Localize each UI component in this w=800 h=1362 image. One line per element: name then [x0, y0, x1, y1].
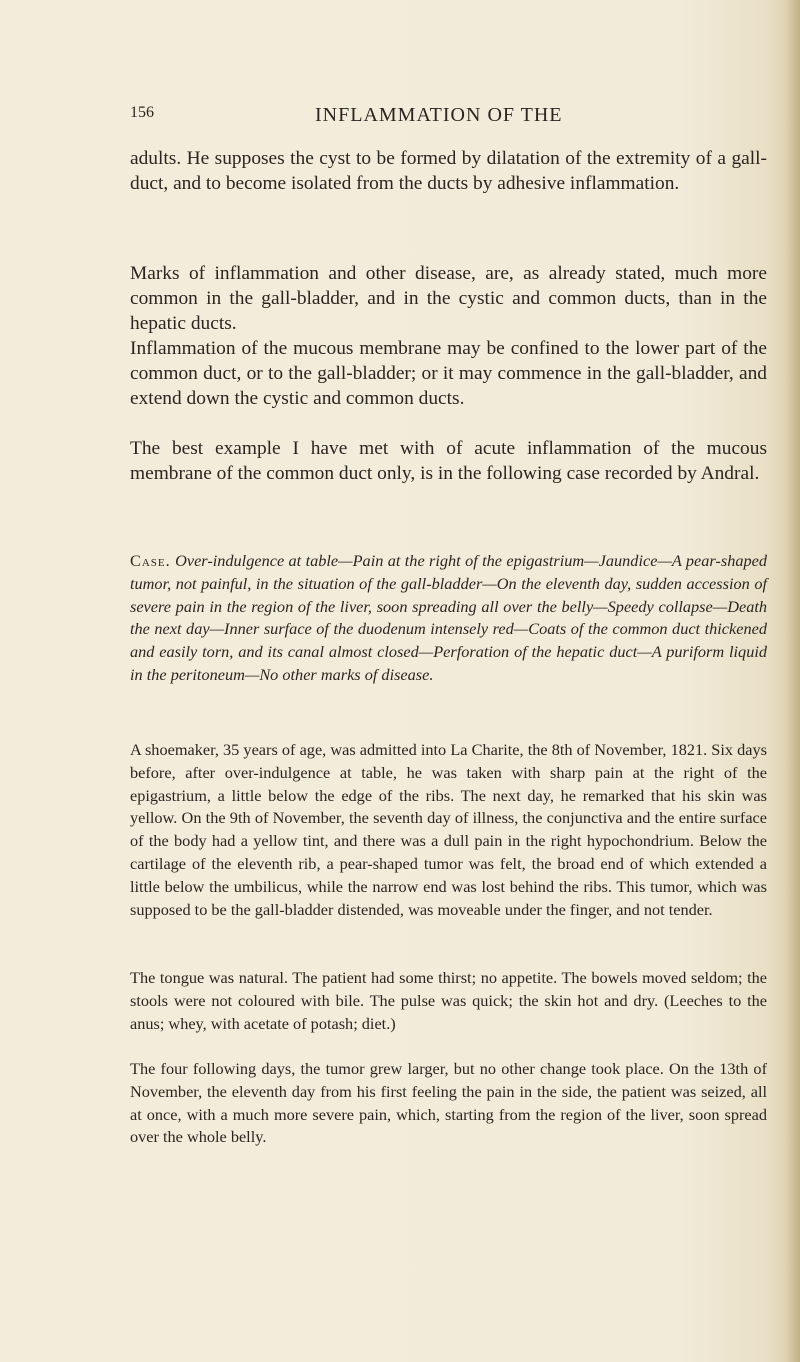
paragraph-inflammation: Inflammation of the mucous membrane may be confined to the lower part of the common duct, or to the gall-bladder; or it may commence in the gall-bladder, and extend down the cystic and common ducts. — [130, 338, 767, 409]
paragraph-best-example: The best example I have met with of acute inflammation of the mucous membrane of the common duct only, is in the following case recorded by Andral. — [130, 438, 767, 484]
case-heading — [130, 550, 767, 687]
page-header — [130, 104, 770, 134]
paragraph-adults: adults. He supposes the cyst to be formed by dilatation of the extremity of a gall-duct, and to become isolated from the ducts by adhesive inflammation. — [130, 148, 767, 194]
page-number: 156 — [130, 104, 154, 121]
case-paragraph-following-days: The four following days, the tumor grew larger, but no other change took place. On the 13th of November, the eleventh day from his first feeling the pain in the side, the patient was seized, all at once, with a much more severe pain, which, starting from the region of the liver, soon spread over the whole belly. — [130, 1059, 767, 1147]
paragraph-marks: Marks of inflammation and other disease, are, as already stated, much more common in the gall-bladder, and in the cystic and common ducts, than in the hepatic ducts. — [130, 263, 767, 334]
page-edge-shadow — [786, 0, 800, 1362]
case-label: Case. — [130, 551, 171, 570]
running-head: INFLAMMATION OF THE — [315, 104, 563, 126]
case-summary: Over-indulgence at table—Pain at the right of the epigastrium—Jaundice—A pear-shaped tumor, not painful, in the situation of the gall-bladder—On the eleventh day, sudden accession of severe pain in the region of the liver, soon spreading all over the belly—Speedy collapse—Death the next day—Inner surface of the duodenum intensely red—Coats of the common duct thickened and easily torn, and its canal almost closed—Perforation of the hepatic duct—A puriform liquid in the peritoneum—No other marks of disease. — [130, 551, 767, 684]
case-paragraph-admission: A shoemaker, 35 years of age, was admitted into La Charite, the 8th of November, 1821. Six days before, after over-indulgence at table, he was taken with sharp pain at the right of the epigastrium, a little below the edge of the ribs. The next day, he remarked that his skin was yellow. On the 9th of November, the seventh day of illness, the conjunctiva and the entire surface of the body had a yellow tint, and there was a dull pain in the right hypochondrium. Below the cartilage of the eleventh rib, a pear-shaped tumor was felt, the broad end of which extended a little below the umbilicus, while the narrow end was lost behind the ribs. This tumor, which was supposed to be the gall-bladder distended, was moveable under the finger, and not tender. — [130, 740, 767, 919]
case-paragraph-tongue: The tongue was natural. The patient had some thirst; no appetite. The bowels moved seldom; the stools were not coloured with bile. The pulse was quick; the skin hot and dry. (Leeches to the anus; whey, with acetate of potash; diet.) — [130, 968, 767, 1033]
